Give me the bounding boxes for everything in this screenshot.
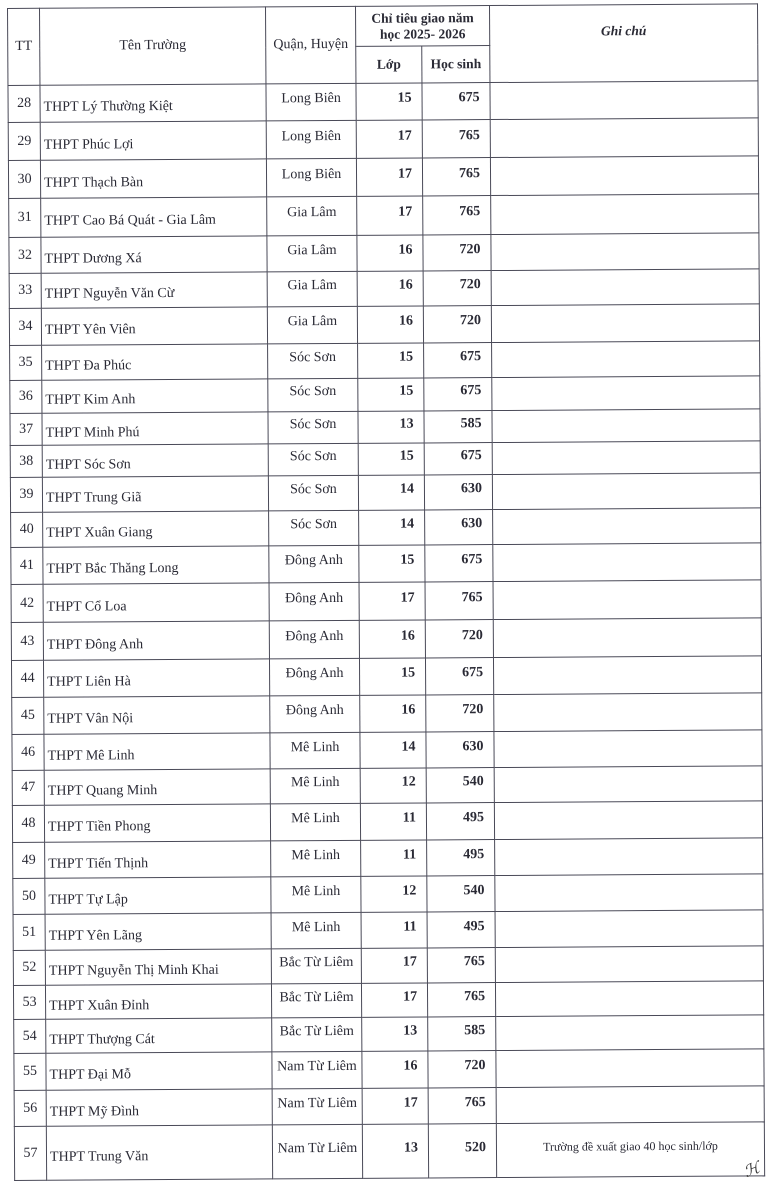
classes-count: 17 bbox=[361, 983, 427, 1017]
row-number: 40 bbox=[11, 512, 43, 547]
note bbox=[492, 409, 760, 443]
table-row bbox=[10, 441, 760, 478]
classes-count: 11 bbox=[360, 803, 426, 840]
classes-count: 16 bbox=[357, 306, 423, 343]
district: Đông Anh bbox=[269, 545, 359, 583]
school-name: THPT Tiền Phong bbox=[44, 804, 270, 842]
district: Đông Anh bbox=[269, 620, 359, 659]
classes-count: 15 bbox=[359, 545, 425, 582]
table-row bbox=[14, 1122, 764, 1181]
row-number: 33 bbox=[9, 273, 41, 308]
district: Gia Lâm bbox=[267, 196, 357, 236]
students-count: 630 bbox=[426, 732, 494, 768]
row-number: 45 bbox=[12, 697, 44, 734]
classes-count: 11 bbox=[361, 840, 427, 876]
school-name: THPT Đa Phúc bbox=[42, 344, 268, 380]
classes-count: 17 bbox=[356, 120, 422, 158]
school-name: THPT Trung Giã bbox=[42, 476, 268, 512]
classes-count: 16 bbox=[360, 695, 426, 732]
students-count: 720 bbox=[423, 235, 491, 271]
table-row bbox=[10, 473, 760, 513]
note bbox=[493, 543, 761, 582]
header-row-top bbox=[8, 4, 758, 49]
school-name: THPT Yên Viên bbox=[41, 307, 267, 345]
row-number: 47 bbox=[12, 770, 44, 805]
school-name: THPT Yên Lãng bbox=[45, 913, 271, 950]
school-name: THPT Mỹ Đình bbox=[46, 1089, 272, 1126]
classes-count: 16 bbox=[362, 1051, 428, 1088]
table-row bbox=[13, 838, 763, 879]
table-row bbox=[12, 766, 762, 806]
note bbox=[491, 304, 759, 343]
note bbox=[493, 656, 761, 695]
note bbox=[493, 580, 761, 620]
classes-count: 16 bbox=[359, 620, 425, 658]
students-count: 765 bbox=[427, 983, 495, 1017]
district: Sóc Sơn bbox=[268, 411, 358, 444]
row-number: 35 bbox=[10, 345, 42, 380]
note bbox=[494, 766, 762, 803]
school-name: THPT Liên Hà bbox=[43, 659, 269, 697]
table-row bbox=[8, 81, 758, 123]
row-number: 32 bbox=[9, 237, 41, 273]
note bbox=[493, 618, 761, 658]
school-name: THPT Lý Thường Kiệt bbox=[40, 84, 266, 122]
row-number: 55 bbox=[14, 1053, 46, 1090]
classes-count: 14 bbox=[359, 510, 425, 545]
row-number: 42 bbox=[11, 584, 43, 622]
school-name: THPT Tự Lập bbox=[45, 877, 271, 914]
note bbox=[491, 233, 759, 271]
students-count: 720 bbox=[423, 306, 491, 343]
table-row bbox=[13, 981, 763, 1020]
students-count: 720 bbox=[428, 1051, 496, 1088]
header-quota-group bbox=[355, 6, 489, 47]
district: Đông Anh bbox=[269, 658, 359, 696]
table-row bbox=[11, 508, 761, 548]
school-name: THPT Minh Phú bbox=[42, 412, 268, 445]
row-number: 34 bbox=[9, 308, 41, 345]
note bbox=[490, 156, 758, 196]
note bbox=[490, 81, 758, 120]
district: Nam Từ Liêm bbox=[272, 1124, 362, 1179]
table-row bbox=[9, 194, 759, 238]
table-row bbox=[9, 304, 759, 346]
school-name: THPT Xuân Giang bbox=[43, 511, 269, 547]
school-name: THPT Quang Minh bbox=[44, 769, 270, 805]
table-row bbox=[8, 156, 758, 199]
row-number: 36 bbox=[10, 380, 42, 413]
students-count: 495 bbox=[427, 912, 495, 948]
row-number: 49 bbox=[13, 842, 45, 878]
students-count: 675 bbox=[425, 658, 493, 695]
note bbox=[495, 910, 763, 948]
district: Bắc Từ Liêm bbox=[271, 948, 361, 984]
students-count: 675 bbox=[425, 545, 493, 582]
note bbox=[496, 1015, 764, 1051]
classes-count: 13 bbox=[362, 1124, 428, 1178]
note bbox=[493, 508, 761, 545]
table-row bbox=[11, 580, 761, 623]
school-name: THPT Phúc Lợi bbox=[40, 121, 266, 160]
note bbox=[496, 1086, 764, 1124]
school-name: THPT Thạch Bàn bbox=[40, 159, 266, 198]
students-count: 675 bbox=[422, 83, 490, 120]
table-row bbox=[10, 376, 760, 414]
students-count: 675 bbox=[424, 343, 492, 378]
row-number: 46 bbox=[12, 734, 44, 770]
row-number: 57 bbox=[14, 1126, 46, 1180]
table-row bbox=[9, 233, 759, 274]
header-quota-line2: học 2025- 2026 bbox=[379, 25, 466, 42]
classes-count: 15 bbox=[358, 378, 424, 411]
note bbox=[492, 376, 760, 411]
district: Sóc Sơn bbox=[268, 343, 358, 379]
classes-count: 15 bbox=[356, 83, 422, 120]
school-name: THPT Đông Anh bbox=[43, 621, 269, 660]
district: Đông Anh bbox=[269, 582, 359, 621]
district: Long Biên bbox=[266, 120, 356, 159]
school-name: THPT Dương Xá bbox=[41, 236, 267, 273]
classes-count: 14 bbox=[360, 732, 426, 768]
row-number: 29 bbox=[8, 122, 40, 160]
row-number: 28 bbox=[8, 85, 40, 122]
district: Sóc Sơn bbox=[269, 510, 359, 546]
header-notes: Ghi chú bbox=[490, 4, 758, 83]
students-count: 765 bbox=[422, 120, 490, 158]
students-count: 585 bbox=[428, 1017, 496, 1051]
classes-count: 13 bbox=[358, 411, 424, 443]
header-tt: TT bbox=[8, 8, 40, 85]
row-number: 50 bbox=[13, 878, 45, 914]
table-row bbox=[10, 409, 760, 446]
note bbox=[491, 269, 759, 306]
row-number: 56 bbox=[14, 1090, 46, 1126]
district: Long Biên bbox=[266, 158, 356, 197]
table-row bbox=[12, 693, 762, 735]
row-number: 48 bbox=[12, 805, 44, 842]
district: Mê Linh bbox=[270, 732, 360, 769]
header-school-name: Tên Trường bbox=[40, 7, 266, 85]
table-row bbox=[8, 118, 758, 161]
classes-count: 15 bbox=[359, 658, 425, 695]
students-count: 720 bbox=[425, 620, 493, 658]
row-number: 53 bbox=[13, 985, 45, 1019]
table-row bbox=[11, 543, 761, 585]
table-row bbox=[10, 341, 760, 381]
classes-count: 17 bbox=[361, 948, 427, 983]
initials-signature: ℋ bbox=[741, 1159, 763, 1182]
table-row bbox=[12, 801, 762, 843]
district: Mê Linh bbox=[271, 876, 361, 913]
table-row bbox=[14, 1049, 764, 1091]
students-count: 540 bbox=[427, 876, 495, 912]
school-name: THPT Cổ Loa bbox=[43, 583, 269, 622]
district: Sóc Sơn bbox=[268, 378, 358, 412]
school-name: THPT Tiến Thịnh bbox=[45, 841, 271, 878]
classes-count: 14 bbox=[358, 475, 424, 510]
classes-count: 16 bbox=[357, 235, 423, 271]
note bbox=[495, 981, 763, 1017]
students-count: 585 bbox=[424, 411, 492, 443]
students-count: 520 bbox=[428, 1124, 496, 1178]
school-name: THPT Trung Văn bbox=[46, 1125, 272, 1180]
classes-count: 17 bbox=[357, 196, 423, 235]
students-count: 765 bbox=[423, 196, 491, 235]
note bbox=[495, 946, 763, 983]
school-name: THPT Cao Bá Quát - Gia Lâm bbox=[41, 197, 267, 237]
table-row bbox=[9, 269, 759, 309]
classes-count: 17 bbox=[362, 1088, 428, 1124]
note bbox=[494, 730, 762, 768]
classes-count: 17 bbox=[356, 158, 422, 196]
note bbox=[495, 874, 763, 912]
district: Nam Từ Liêm bbox=[272, 1088, 362, 1125]
table-row bbox=[11, 618, 761, 661]
row-number: 41 bbox=[11, 547, 43, 584]
students-count: 675 bbox=[424, 378, 492, 411]
district: Bắc Từ Liêm bbox=[272, 1017, 362, 1052]
note bbox=[496, 1049, 764, 1088]
students-count: 675 bbox=[424, 443, 492, 475]
students-count: 540 bbox=[426, 768, 494, 803]
table-row bbox=[14, 1086, 764, 1127]
school-quota-table bbox=[7, 3, 765, 1181]
school-name: THPT Thượng Cát bbox=[46, 1018, 272, 1053]
district: Gia Lâm bbox=[267, 271, 357, 307]
district: Sóc Sơn bbox=[268, 475, 358, 511]
row-number: 44 bbox=[11, 660, 43, 697]
district: Mê Linh bbox=[270, 803, 360, 841]
quota-table-sheet bbox=[7, 3, 764, 1181]
classes-count: 15 bbox=[358, 343, 424, 378]
note bbox=[492, 473, 760, 510]
row-number: 43 bbox=[11, 622, 43, 660]
table-body bbox=[8, 81, 765, 1181]
row-number: 39 bbox=[10, 477, 42, 512]
students-count: 765 bbox=[428, 1088, 496, 1124]
header-students: Học sinh bbox=[422, 46, 490, 83]
table-row bbox=[12, 730, 762, 771]
school-name: THPT Vân Nội bbox=[44, 696, 270, 734]
students-count: 495 bbox=[426, 803, 494, 840]
note bbox=[490, 118, 758, 158]
note bbox=[492, 441, 760, 475]
row-number: 37 bbox=[10, 413, 42, 445]
classes-count: 13 bbox=[362, 1017, 428, 1051]
school-name: THPT Sóc Sơn bbox=[42, 444, 268, 477]
students-count: 720 bbox=[426, 695, 494, 732]
header-district: Quận, Huyện bbox=[265, 6, 355, 84]
students-count: 765 bbox=[425, 582, 493, 620]
school-name: THPT Kim Anh bbox=[42, 379, 268, 413]
district: Bắc Từ Liêm bbox=[271, 983, 361, 1018]
district: Mê Linh bbox=[270, 768, 360, 804]
students-count: 630 bbox=[425, 510, 493, 545]
school-name: THPT Mê Linh bbox=[44, 733, 270, 770]
table-row bbox=[13, 946, 763, 986]
table-row bbox=[14, 1015, 764, 1054]
students-count: 765 bbox=[422, 158, 490, 196]
school-name: THPT Nguyễn Văn Cừ bbox=[41, 272, 267, 308]
district: Sóc Sơn bbox=[268, 443, 358, 476]
row-number: 51 bbox=[13, 914, 45, 950]
district: Mê Linh bbox=[271, 912, 361, 949]
district: Đông Anh bbox=[270, 695, 360, 733]
classes-count: 12 bbox=[361, 876, 427, 912]
students-count: 495 bbox=[427, 840, 495, 876]
note bbox=[494, 693, 762, 732]
classes-count: 11 bbox=[361, 912, 427, 948]
table-row bbox=[13, 910, 763, 951]
students-count: 720 bbox=[423, 271, 491, 306]
students-count: 765 bbox=[427, 948, 495, 983]
note bbox=[491, 194, 759, 235]
note bbox=[492, 341, 760, 378]
school-name: THPT Đại Mỗ bbox=[46, 1052, 272, 1090]
district: Gia Lâm bbox=[267, 235, 357, 272]
school-name: THPT Bắc Thăng Long bbox=[43, 546, 269, 584]
row-number: 54 bbox=[14, 1019, 46, 1053]
district: Mê Linh bbox=[271, 840, 361, 877]
header-classes: Lớp bbox=[356, 46, 422, 83]
table-row bbox=[13, 874, 763, 915]
school-name: THPT Xuân Đỉnh bbox=[45, 984, 271, 1019]
classes-count: 17 bbox=[359, 582, 425, 620]
table-row bbox=[11, 656, 761, 698]
school-name: THPT Nguyễn Thị Minh Khai bbox=[45, 949, 271, 985]
note: Trường đề xuất giao 40 học sinh/lớp bbox=[496, 1122, 764, 1178]
row-number: 38 bbox=[10, 445, 42, 477]
row-number: 30 bbox=[8, 160, 40, 198]
classes-count: 16 bbox=[357, 271, 423, 306]
district: Nam Từ Liêm bbox=[272, 1051, 362, 1089]
district: Gia Lâm bbox=[267, 306, 357, 344]
row-number: 52 bbox=[13, 950, 45, 985]
note bbox=[495, 838, 763, 876]
students-count: 630 bbox=[424, 475, 492, 510]
classes-count: 15 bbox=[358, 443, 424, 475]
header-quota-line1: Chỉ tiêu giao năm bbox=[371, 9, 474, 26]
note bbox=[494, 801, 762, 840]
district: Long Biên bbox=[266, 83, 356, 121]
classes-count: 12 bbox=[360, 768, 426, 803]
row-number: 31 bbox=[9, 198, 41, 237]
